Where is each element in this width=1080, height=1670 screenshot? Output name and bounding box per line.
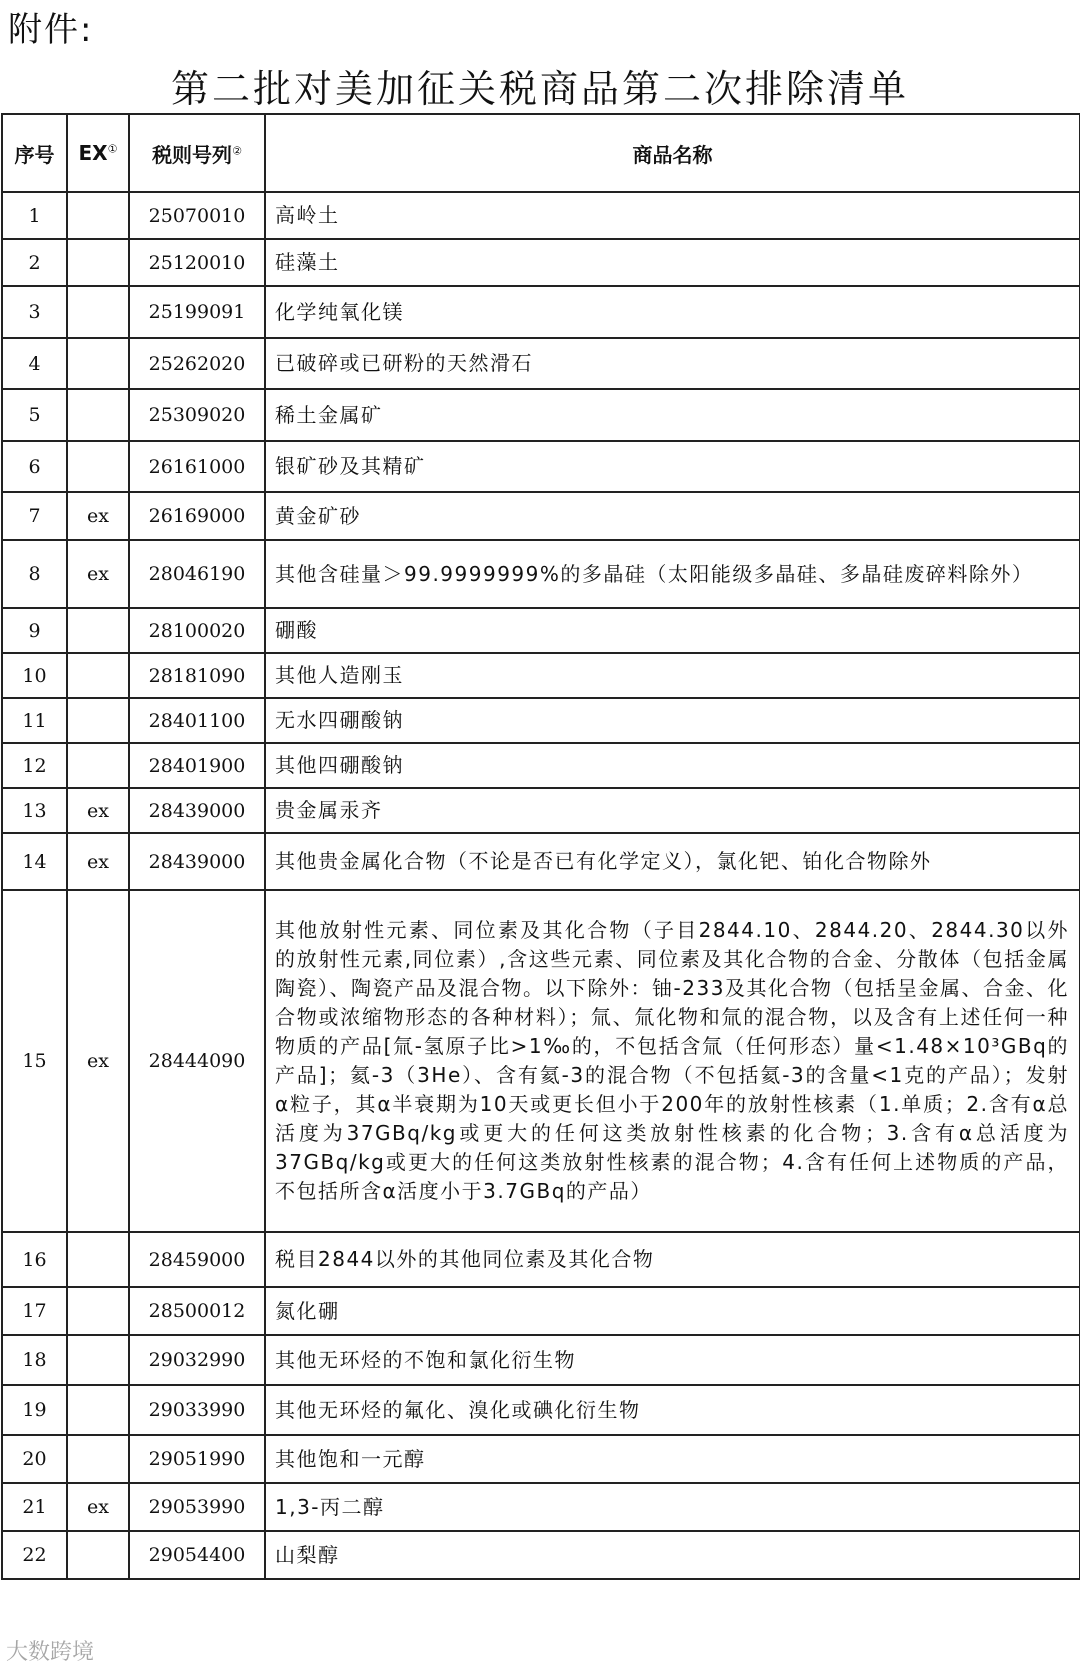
cell-product-name: 山梨醇 (265, 1531, 1080, 1579)
cell-product-name: 其他饱和一元醇 (265, 1435, 1080, 1483)
table-row (2, 890, 1080, 1232)
cell-serial-no: 15 (2, 890, 67, 1232)
cell-product-name: 银矿砂及其精矿 (265, 441, 1080, 492)
cell-ex-mark (67, 1335, 129, 1385)
cell-ex-mark (67, 338, 129, 389)
cell-product-name: 其他贵金属化合物（不论是否已有化学定义），氯化钯、铂化合物除外 (265, 833, 1080, 890)
footnote-mark-2: ② (232, 143, 242, 157)
table-row (2, 1435, 1080, 1483)
cell-tariff-code: 28100020 (129, 608, 265, 653)
table-row (2, 441, 1080, 492)
col-header-name: 商品名称 (265, 114, 1080, 192)
cell-tariff-code: 25199091 (129, 286, 265, 338)
cell-ex-mark (67, 441, 129, 492)
cell-serial-no: 19 (2, 1385, 67, 1435)
cell-product-name: 其他含硅量＞99.9999999%的多晶硅（太阳能级多晶硅、多晶硅废碎料除外） (265, 540, 1080, 608)
table-row (2, 492, 1080, 540)
cell-serial-no: 2 (2, 239, 67, 286)
table-row (2, 743, 1080, 788)
cell-product-name: 氮化硼 (265, 1287, 1080, 1335)
cell-serial-no: 16 (2, 1232, 67, 1287)
table-row (2, 698, 1080, 743)
cell-ex-mark (67, 698, 129, 743)
cell-serial-no: 5 (2, 389, 67, 441)
footnote-mark-1: ① (107, 142, 118, 156)
cell-product-name: 黄金矿砂 (265, 492, 1080, 540)
cell-serial-no: 17 (2, 1287, 67, 1335)
cell-serial-no: 7 (2, 492, 67, 540)
cell-serial-no: 11 (2, 698, 67, 743)
table-row (2, 1335, 1080, 1385)
cell-serial-no: 8 (2, 540, 67, 608)
cell-tariff-code: 25070010 (129, 192, 265, 239)
document-title: 第二批对美加征关税商品第二次排除清单 (170, 67, 909, 111)
cell-product-name: 稀土金属矿 (265, 389, 1080, 441)
cell-product-name: 税目2844以外的其他同位素及其化合物 (265, 1232, 1080, 1287)
table-row (2, 833, 1080, 890)
cell-tariff-code: 28046190 (129, 540, 265, 608)
cell-product-name: 高岭土 (265, 192, 1080, 239)
col-header-ex: EX① (67, 114, 129, 192)
table-body (2, 192, 1080, 1579)
cell-ex-mark (67, 1287, 129, 1335)
cell-ex-mark (67, 653, 129, 698)
cell-tariff-code: 26161000 (129, 441, 265, 492)
cell-ex-mark (67, 743, 129, 788)
cell-tariff-code: 28444090 (129, 890, 265, 1232)
cell-serial-no: 10 (2, 653, 67, 698)
cell-product-name: 其他四硼酸钠 (265, 743, 1080, 788)
cell-tariff-code: 29033990 (129, 1385, 265, 1435)
cell-ex-mark: ex (67, 492, 129, 540)
cell-serial-no: 14 (2, 833, 67, 890)
cell-product-name: 贵金属汞齐 (265, 788, 1080, 833)
cell-serial-no: 4 (2, 338, 67, 389)
cell-serial-no: 3 (2, 286, 67, 338)
table-row (2, 608, 1080, 653)
cell-product-name: 1,3-丙二醇 (265, 1483, 1080, 1531)
exclusion-list-table (1, 113, 1080, 1580)
cell-serial-no: 20 (2, 1435, 67, 1483)
cell-product-name: 其他人造刚玉 (265, 653, 1080, 698)
cell-tariff-code: 29053990 (129, 1483, 265, 1531)
cell-ex-mark (67, 286, 129, 338)
cell-tariff-code: 28500012 (129, 1287, 265, 1335)
col-header-code: 税则号列② (129, 114, 265, 192)
cell-ex-mark (67, 239, 129, 286)
table-header-row (2, 114, 1080, 192)
cell-product-name: 其他无环烃的氟化、溴化或碘化衍生物 (265, 1385, 1080, 1435)
cell-ex-mark (67, 1435, 129, 1483)
cell-tariff-code: 28439000 (129, 833, 265, 890)
cell-ex-mark (67, 1232, 129, 1287)
cell-tariff-code: 28459000 (129, 1232, 265, 1287)
cell-tariff-code: 28439000 (129, 788, 265, 833)
cell-product-name: 其他无环烃的不饱和氯化衍生物 (265, 1335, 1080, 1385)
cell-product-name: 已破碎或已研粉的天然滑石 (265, 338, 1080, 389)
cell-ex-mark (67, 1385, 129, 1435)
cell-tariff-code: 29054400 (129, 1531, 265, 1579)
cell-ex-mark: ex (67, 788, 129, 833)
cell-ex-mark (67, 389, 129, 441)
cell-tariff-code: 28401900 (129, 743, 265, 788)
table-row (2, 192, 1080, 239)
cell-product-name: 化学纯氧化镁 (265, 286, 1080, 338)
cell-tariff-code: 26169000 (129, 492, 265, 540)
cell-tariff-code: 28401100 (129, 698, 265, 743)
table-row (2, 1531, 1080, 1579)
cell-ex-mark (67, 608, 129, 653)
cell-ex-mark: ex (67, 540, 129, 608)
table-row (2, 1483, 1080, 1531)
table-row (2, 239, 1080, 286)
cell-product-name: 其他放射性元素、同位素及其化合物（子目2844.10、2844.20、2844.30以外的放射性元素,同位素）,含这些元素、同位素及其化合物的合金、分散体（包括金属陶瓷）、陶瓷产品及混合物。以下除外：铀-233及其化合物（包括呈金属、合金、化合物或浓缩物形态的各种材料）；氚、氚化物和氚的混合物，以及含有上述任何一种物质的产品[氚-氢原子比>1‰的，不包括含氚（任何形态）量<1.48×10³GBq的产品]；氦-3（3He）、含有氦-3的混合物（不包括氦-3的含量<1克的产品）；发射α粒子，其α半衰期为10天或更长但小于200年的放射性核素（1.单质；2.含有α总活度为37GBq/kg或更大的任何这类放射性核素的化合物；3.含有α总活度为37GBq/kg或更大的任何这类放射性核素的混合物；4.含有任何上述物质的产品，不包括所含α活度小于3.7GBq的产品） (265, 890, 1080, 1232)
cell-serial-no: 9 (2, 608, 67, 653)
cell-ex-mark (67, 192, 129, 239)
cell-ex-mark: ex (67, 1483, 129, 1531)
cell-product-name: 无水四硼酸钠 (265, 698, 1080, 743)
cell-tariff-code: 25309020 (129, 389, 265, 441)
cell-ex-mark: ex (67, 890, 129, 1232)
watermark: 大数跨境 (6, 1640, 95, 1665)
cell-product-name: 硼酸 (265, 608, 1080, 653)
cell-tariff-code: 25120010 (129, 239, 265, 286)
table-row (2, 653, 1080, 698)
cell-ex-mark (67, 1531, 129, 1579)
cell-ex-mark: ex (67, 833, 129, 890)
cell-tariff-code: 28181090 (129, 653, 265, 698)
table-row (2, 1287, 1080, 1335)
cell-serial-no: 12 (2, 743, 67, 788)
table-row (2, 1385, 1080, 1435)
table-row (2, 540, 1080, 608)
table-row (2, 286, 1080, 338)
cell-tariff-code: 25262020 (129, 338, 265, 389)
attachment-label: 附件: (8, 10, 94, 50)
cell-product-name: 硅藻土 (265, 239, 1080, 286)
table-row (2, 788, 1080, 833)
cell-serial-no: 6 (2, 441, 67, 492)
col-header-no: 序号 (2, 114, 67, 192)
cell-serial-no: 21 (2, 1483, 67, 1531)
cell-serial-no: 22 (2, 1531, 67, 1579)
cell-serial-no: 13 (2, 788, 67, 833)
cell-serial-no: 18 (2, 1335, 67, 1385)
table-row (2, 389, 1080, 441)
table-row (2, 1232, 1080, 1287)
cell-serial-no: 1 (2, 192, 67, 239)
cell-tariff-code: 29051990 (129, 1435, 265, 1483)
cell-tariff-code: 29032990 (129, 1335, 265, 1385)
table-row (2, 338, 1080, 389)
